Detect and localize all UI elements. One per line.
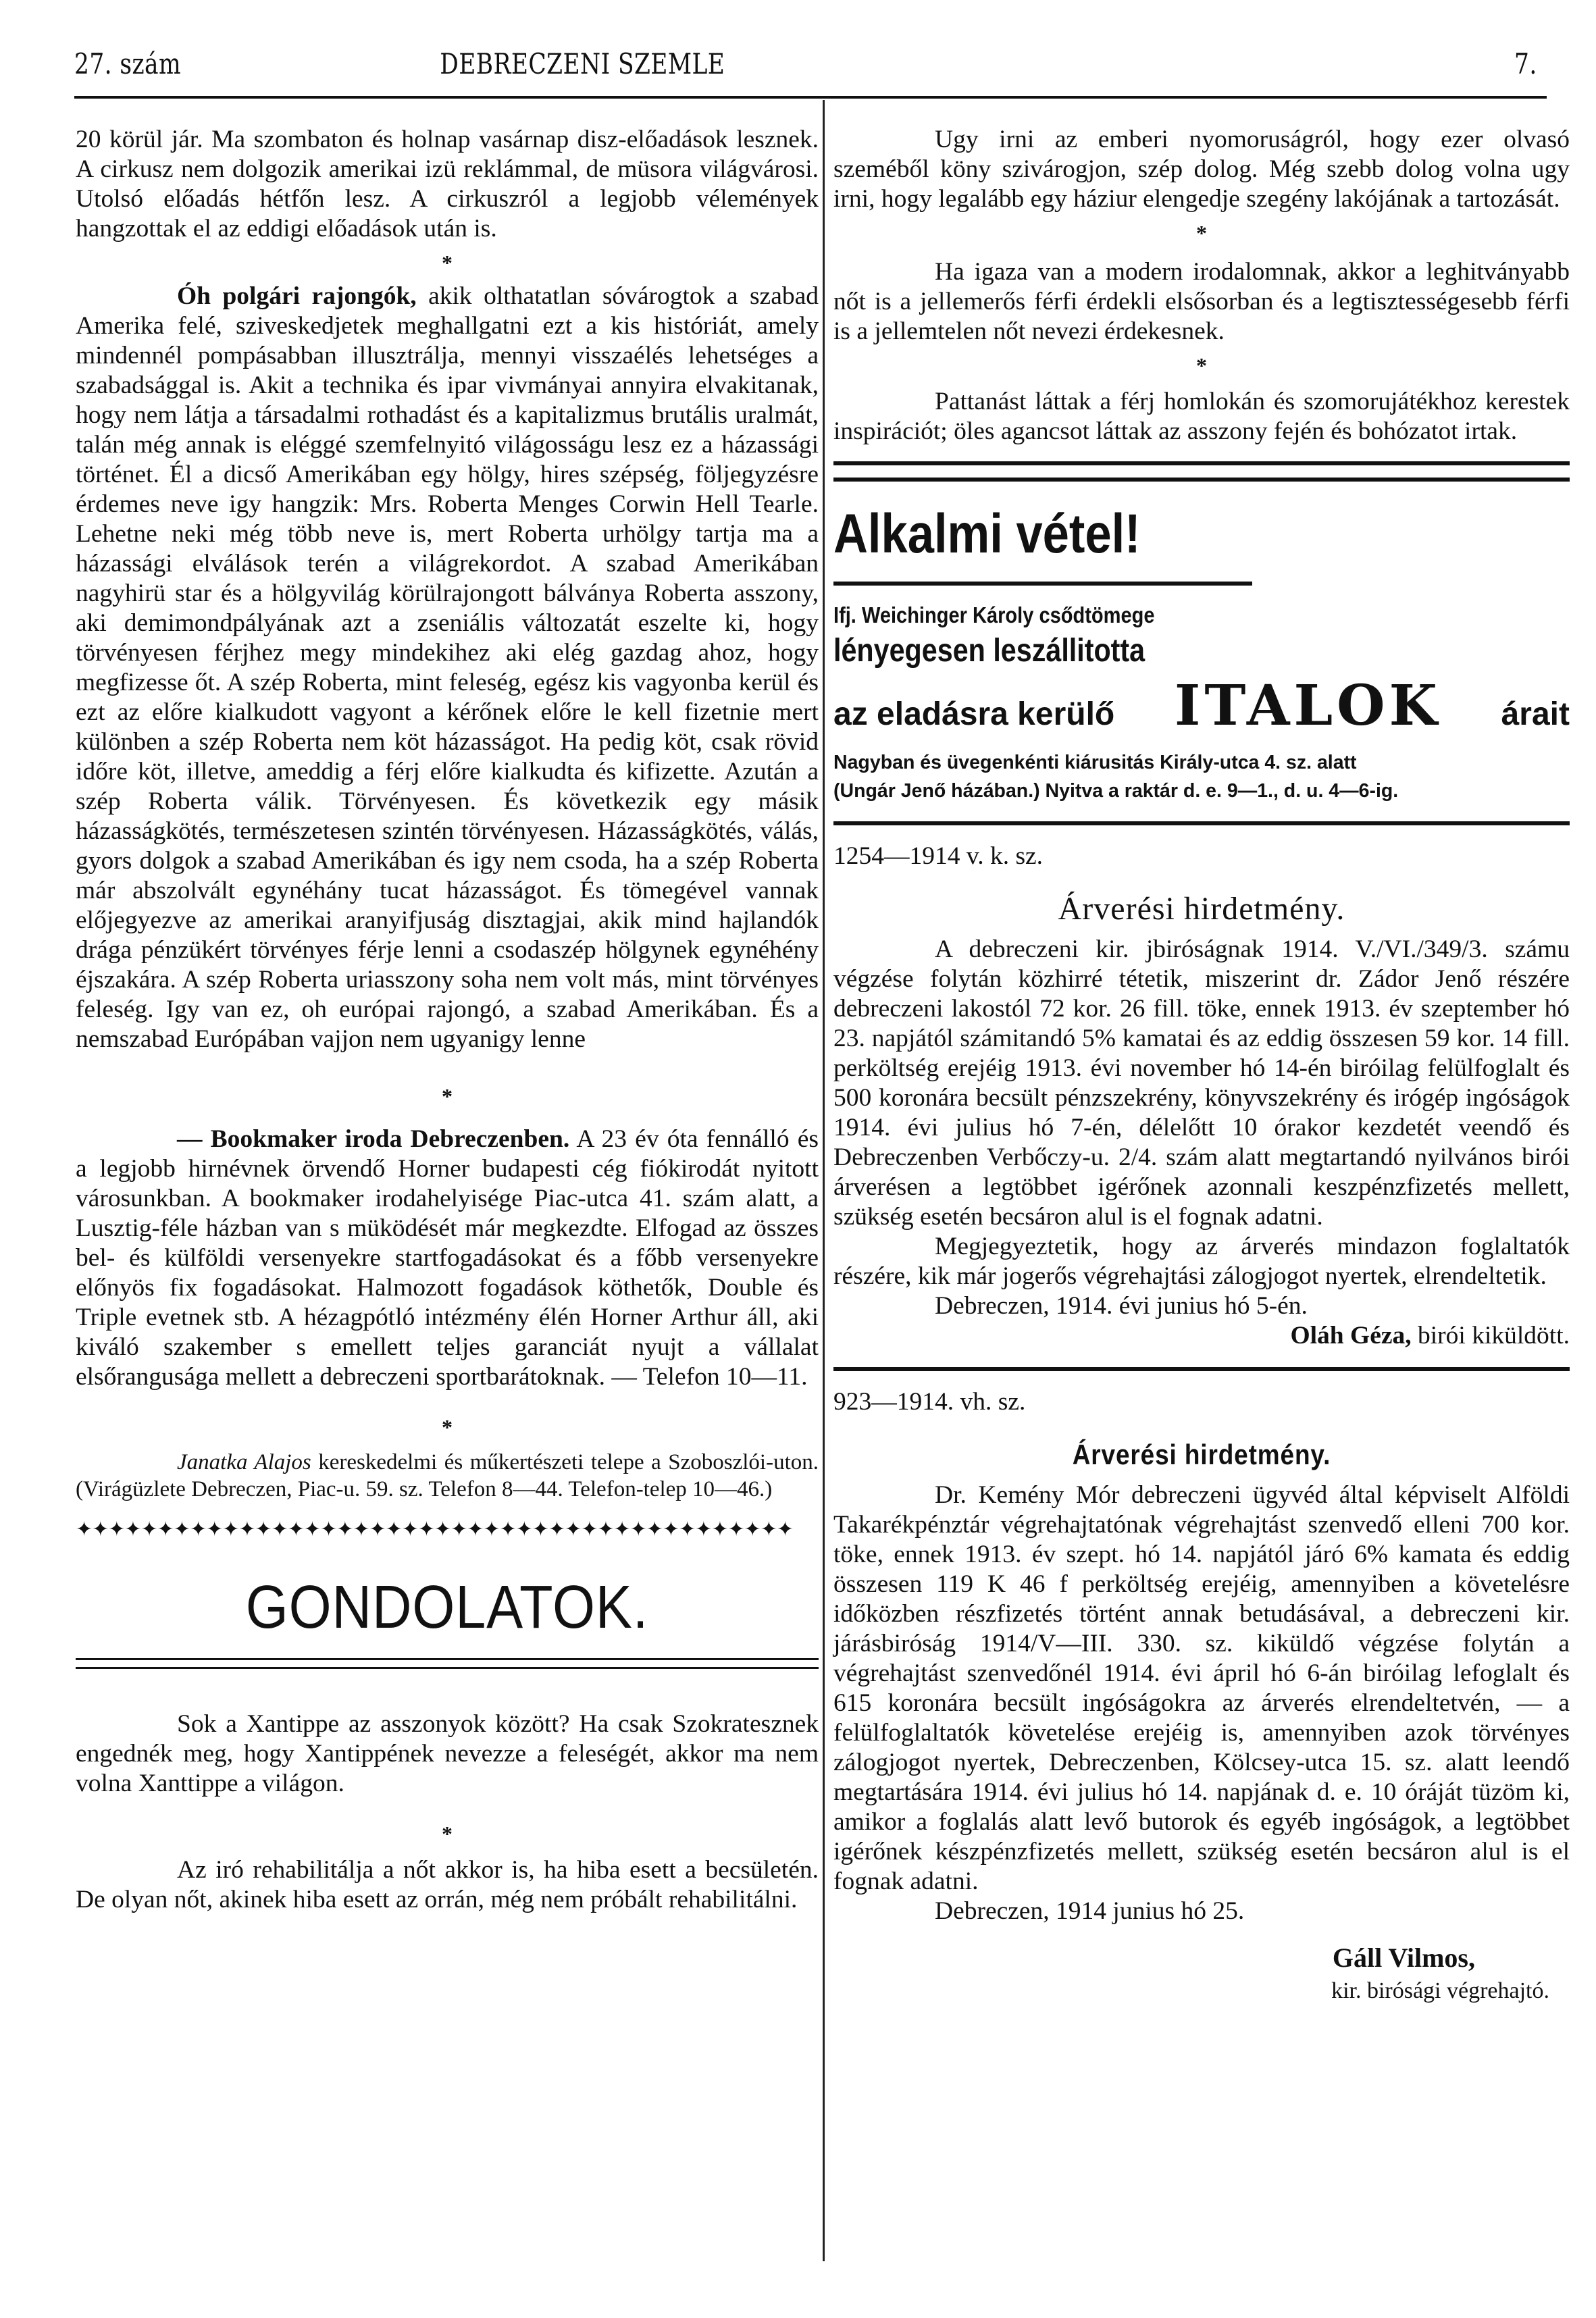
notice1-body2: Megjegyeztetik, hogy az árverés mindazon foglaltatók részére, kik már jogerős végrehajtási zálogjogot nyertek, elrendeltetik. — [833, 1233, 1570, 1290]
section-star: * — [1196, 353, 1207, 378]
janatka-name: Janatka Alajos — [177, 1450, 311, 1474]
ad-top-rule — [833, 461, 1570, 482]
notice1-signature — [833, 1321, 1570, 1351]
america-article — [76, 282, 819, 1054]
notice-separator — [833, 1367, 1570, 1371]
advertisement — [833, 502, 1570, 805]
america-lead: Óh polgári rajongók, — [177, 282, 417, 310]
issue-number: 27. szám — [74, 47, 182, 80]
page-number: 7. — [1514, 47, 1537, 80]
america-text: akik olthatatlan sóvárogtok a szabad Amerika felé, sziveskedjetek meghallgatni ezt a kis históriát, amely mindennél pompásabban illusztrálja, mennyi visszaélés lehetséges a szabadsággal is. Akit a technika és ipar vivmányai annyira elvakitanak, hogy nem látja a társadalmi rothadást és a kapitalizmus brutális uralmát, talán még annak is eléggé szemfelnyitó világosságu lesz ez a házassági történet. Él a dicső Amerikában egy hölgy, hires szépség, följegyzésre érdemes neve igy hangzik: Mrs. Roberta Menges Corwin Hell Tearle. Lehetne neki még több neve is, mert Roberta urhölgy tartja ma a házassági elválások terén a világrekordot. A szabad Amerikában nagyhirü star és a hölgyvilág körülrajongott bálványa Roberta asszony, aki demimondpályának azt a zseniális változatát eszelte ki, hogy törvényesen férjhez megy mindekihez aki elég gazdag ahoz, hogy megfizesse őt. A szép Roberta, mint feleség, egész kis vagyonba kerül és ezt az előre kialkudott vagyont a kérőnek előre le kell fizetnie mert különben a szép Roberta nem köt házasságot. Ha pedig köt, csak rövid időre köt, illetve, ameddig a férj előre kialkudta és kifizette. Azután a szép Roberta válik. Törvényesen. És következik egy másik házasságkötés, természetesen szintén törvényesen. Házasságkötés, válás, gyors dolgok a szabad Amerikában és igy nem csoda, ha a szép Roberta már abszolvált egynéhány tucat házasságot. És tömegével vannak előjegyezve az amerikai aranyifjuság disztagjai, akik mind hajlandók drága pénzükért törvényes férje lenni a csodaszép hölgynek egynéhény éjszakára. A szép Roberta uriasszony soha nem volt más, mint törvényes feleség. Igy van ez, oh európai rajongó, a szabad Amerikában. És a nemszabad Európában vajjon nem ugyanigy lenne — [76, 282, 819, 1053]
ad-address: Nagyban és üvegenkénti kiárusitás Király-utca 4. sz. alatt — [833, 752, 1357, 773]
ad-post: árait — [1501, 696, 1570, 732]
iro-aphorism: Az iró rehabilitálja a nőt akkor is, ha hiba esett a becsületén. De olyan nőt, akinek hiba esett az orrán, még nem próbált rehabilitálni. — [76, 1856, 819, 1913]
ad-italok: ITALOK — [1174, 673, 1441, 738]
ad-pre: az eladásra kerülő — [833, 696, 1115, 732]
notice1-body: A debreczeni kir. jbiróságnak 1914. V./VI./349/3. számu végzése folytán közhirré tétetik, miszerint dr. Zádor Jenő részére debreczeni lakostól 72 kor. 26 fill. töke, ennek 1913. év szeptember hó 23. napjától számitandó 5% kamatai és az eddig összesen 59 kor. 14 fill. perköltség erejéig 1913. évi november hó 14-én biróilag felülfoglalt és 500 koronára becsült pénzszekrény, könyvszekrény és irógép ingóságok 1914. évi julius hó 7-én, délelőtt 10 órakor kezdetét veendő és Debreczenben Verbőczy-u. 2/4. szám alatt megtartandó nyilvános birói árverésen a legtöbbet igérőnek azonnali keszpénzfizetés mellett, szükség esetén becsáron alul is el fognak adatni. — [833, 935, 1570, 1231]
header-rule — [74, 96, 1547, 99]
ad-prices-line — [833, 672, 1570, 748]
notice2-title: Árverési hirdetmény. — [1072, 1439, 1331, 1470]
notice2-signer-title: kir. birósági végrehajtó. — [1331, 1978, 1549, 2003]
notice1-ref: 1254—1914 v. k. sz. — [833, 842, 1044, 870]
notice1-date: Debreczen, 1914. évi junius hó 5-én. — [935, 1292, 1308, 1320]
diamond-border: ✦✦✦✦✦✦✦✦✦✦✦✦✦✦✦✦✦✦✦✦✦✦✦✦✦✦✦✦✦✦✦✦✦✦✦✦✦✦✦✦✦✦✦✦ — [76, 1518, 794, 1541]
ad-reduced: lényegesen leszállitotta — [833, 633, 1145, 669]
notice2-ref: 923—1914. vh. sz. — [833, 1388, 1026, 1416]
page-header — [74, 47, 1537, 88]
janatka-notice — [76, 1449, 819, 1503]
ad-title-rule — [833, 582, 1252, 586]
nyomor-aphorism: Ugy irni az emberi nyomoruságról, hogy ezer olvasó szeméből köny szivárogjon, szép dolog. Még szebb dolog volna ugy irni, hogy legalább egy háziur elengedje szegény lakójának a tartozását. — [833, 126, 1570, 213]
pattanas-aphorism: Pattanást láttak a férj homlokán és szomorujátékhoz kerestek inspirációt; öles agancsot láttak az asszony fején és bohózatot irtak. — [833, 388, 1570, 445]
janatka-text: kereskedelmi és műkertészeti telepe a Szoboszlói-uton. (Virágüzlete Debreczen, Piac-u. 59. sz. Telefon 8—44. Telefon-telep 10—46.) — [76, 1450, 819, 1501]
notice2-signer: Gáll Vilmos, — [1332, 1942, 1475, 1973]
newspaper-title: DEBRECZENI SZEMLE — [440, 47, 725, 80]
xantippe-aphorism: Sok a Xantippe az asszonyok között? Ha csak Szokratesznek engednék meg, hogy Xantippének nevezze a feleségét, akkor ma nem volna Xanttippe a világon. — [76, 1710, 819, 1797]
bookmaker-article — [76, 1125, 819, 1392]
double-rule — [76, 1658, 819, 1669]
notice1-signer: Oláh Géza, — [1290, 1322, 1412, 1349]
notice1-signer-title: birói kiküldött. — [1411, 1322, 1570, 1349]
ad-hours: (Ungár Jenő házában.) Nyitva a raktár d. e. 9—1., d. u. 4—6-ig. — [833, 780, 1399, 802]
section-star: * — [442, 1084, 453, 1108]
notice2-body: Dr. Kemény Mór debreczeni ügyvéd által képviselt Alföldi Takarékpénztár végrehajtatónak végrehajtást szenvedő elleni 700 kor. töke, ennek 1913. év szept. hó 14. napjától járó 6% kamata és eddig összesen 119 K 46 f perköltség erejéig, amennyiben a követelésre időközben részfizetés történt annak betudásával, a debreczeni kir. járásbiróság 1914/V—III. 330. sz. kiküldő végzése folytán a végrehajtást szenvedőnél 1914. évi ápril hó 6-án biróilag lefoglalt és 615 koronára becsült ingóságokra az árverés elrendeltetvén, — a felülfoglaltatók követelése erejéig is, amennyiben azok törvényes zálogjogot nyertek, Debreczenben, Kölcsey-utca 15. sz. alatt leendő megtartására 1914. évi julius hó 14. napjának d. e. 10 óráját tüzöm ki, amikor a foglalás alatt levő butorok és egyéb ingóságok, a legtöbbet igérőnek készpénzfizetés mellett, szükség esetén becsáron alul is el fognak adatni. — [833, 1481, 1570, 1895]
bookmaker-lead: — Bookmaker iroda Debreczenben. — [177, 1125, 570, 1153]
auction-notice-2 — [833, 1387, 1570, 2006]
modern-aphorism: Ha igaza van a modern irodalomnak, akkor a leghitványabb nőt is a jellemerős férfi érdekli elsősorban és a legtisztességesebb férfi is a jellemtelen nőt nevezi érdekesnek. — [833, 258, 1570, 345]
circus-paragraph: 20 körül jár. Ma szombaton és holnap vasárnap disz-előadások lesznek. A cirkusz nem dolgozik amerikai izü reklámmal, de müsora világvárosi. Utolsó előadás hétfőn lesz. A cirkuszról a legjobb vélemények hangzottak el az eddigi előadások után is. — [76, 126, 819, 242]
bookmaker-text: A 23 év óta fennálló és a legjobb hirnévnek örvendő Horner budapesti cég fiókirodát nyitott városunkban. A bookmaker irodahelyisége Piac-utca 41. szám alatt, a Lusztig-féle házban van s müködését már megkezdte. Elfogad az összes bel- és külföldi versenyekre startfogadásokat és a főbb versenyekre előnyös fix fogadásokat. Halmozott fogadások köthetők, Double és Triple evetnek stb. A hézagpótló intézmény élén Horner Arthur áll, aki kiváló szakember s emellett teljes garanciát nyujt a vállalat elsőrangusága mellett a debreczeni sportbarátoknak. — Telefon 10—11. — [76, 1125, 819, 1391]
section-star: * — [442, 251, 453, 275]
auction-notice-1 — [833, 842, 1570, 1351]
section-star: * — [442, 1415, 453, 1439]
column-divider — [823, 100, 825, 2261]
left-column — [76, 125, 819, 1915]
gondolatok-title: GONDOLATOK. — [245, 1574, 649, 1641]
notice1-title: Árverési hirdetmény. — [1058, 891, 1345, 927]
notice2-date: Debreczen, 1914 junius hó 25. — [935, 1897, 1245, 1925]
ad-bottom-rule — [833, 821, 1570, 825]
section-star: * — [1196, 221, 1207, 245]
section-star: * — [442, 1822, 453, 1846]
ad-title: Alkalmi vétel! — [833, 503, 1141, 565]
right-column — [833, 125, 1570, 2006]
ad-company: Ifj. Weichinger Károly csődtömege — [833, 602, 1155, 627]
